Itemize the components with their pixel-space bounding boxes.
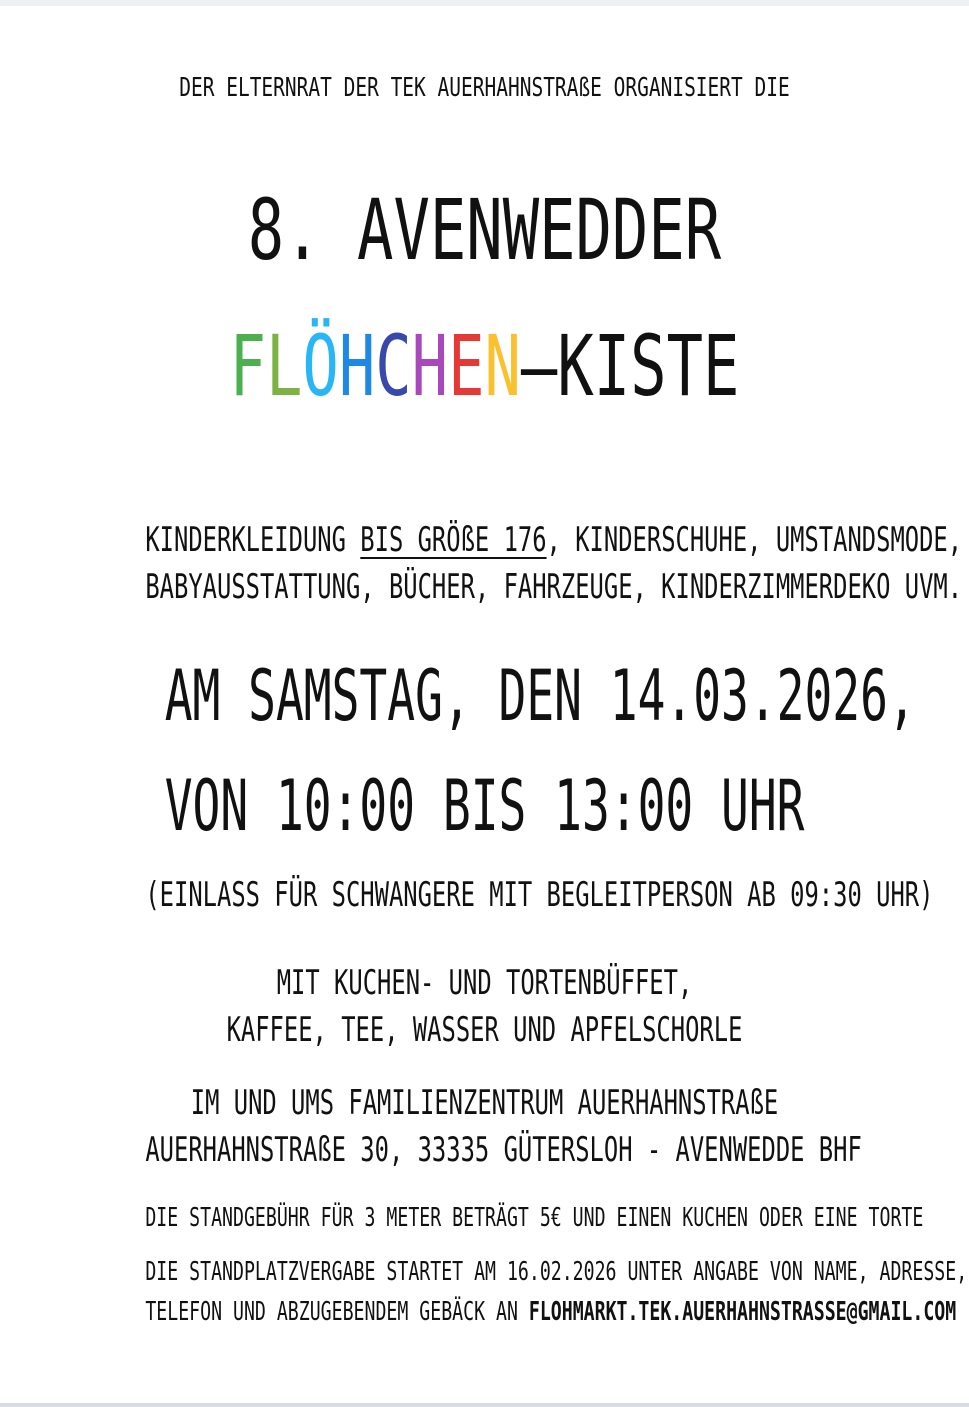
email-link[interactable]: FLOHMARKT.TEK.AUERHAHNSTRASSE@GMAIL.COM [528,1297,957,1327]
rainbow-letter: Ö [302,317,339,415]
items-text-1: KINDERKLEIDUNG [145,520,361,560]
food-line-1: MIT KUCHEN- UND TORTENBÜFFET, [276,963,693,1003]
size-limit: BIS GRÖßE 176 [360,520,547,560]
early-entry-note: (EINLASS FÜR SCHWANGERE MIT BEGLEITPERSON AB 09:30 UHR) [145,875,934,915]
rainbow-letter: E [448,317,485,415]
rainbow-letter: H [411,317,449,415]
registration-line-2 [145,1290,957,1334]
rainbow-word [230,317,521,415]
rainbow-letter: L [266,317,303,415]
intro-text: DER ELTERNRAT DER TEK AUERHAHNSTRAßE ORGANISIERT DIE [179,73,790,103]
bottom-edge [0,1403,969,1407]
location-line-2: AUERHAHNSTRAßE 30, 33335 GÜTERSLOH - AVENWEDDE BHF [145,1130,862,1170]
stand-fee: DIE STANDGEBÜHR FÜR 3 METER BETRÄGT 5€ UND EINEN KUCHEN ODER EINE TORTE [145,1203,924,1233]
registration-line-1: DIE STANDPLATZVERGABE STARTET AM 16.02.2026 UNTER ANGABE VON NAME, ADRESSE, [145,1257,968,1287]
date-line: AM SAMSTAG, DEN 14.03.2026, [164,655,916,737]
title-line-1: 8. AVENWEDDER [247,181,722,279]
rainbow-letter: C [375,317,412,415]
food-line-2: KAFFEE, TEE, WASSER UND APFELSCHORLE [226,1010,743,1050]
location-line-1: IM UND UMS FAMILIENZENTRUM AUERHAHNSTRAßE [190,1083,779,1123]
registration-prefix: TELEFON UND ABZUGEBENDEM GEBÄCK AN [145,1297,529,1327]
title-rest: —KISTE [520,317,740,415]
title-line-2 [136,310,834,422]
rainbow-letter: H [338,317,376,415]
items-text-2: , KINDERSCHUHE, UMSTANDSMODE, [546,520,963,560]
rainbow-letter: F [229,317,267,415]
rainbow-letter: N [484,317,521,415]
items-line-2: BABYAUSSTATTUNG, BÜCHER, FAHRZEUGE, KINDERZIMMERDEKO UVM. [145,567,963,607]
items-line-1 [145,515,963,565]
time-line: VON 10:00 BIS 13:00 UHR [164,765,805,847]
